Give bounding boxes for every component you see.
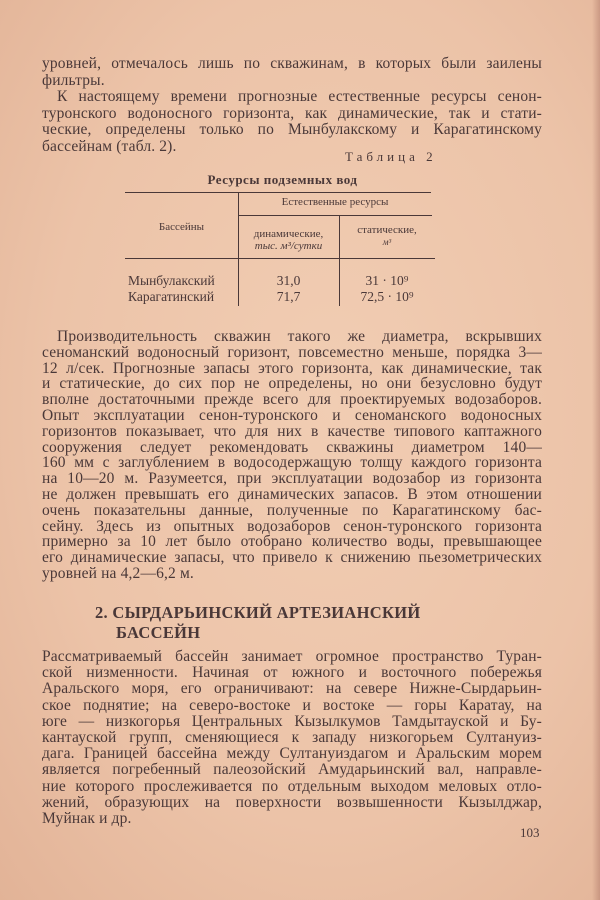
cell-dynamic: 71,7 [276,289,301,304]
header-static [339,224,435,248]
text-line: горизонтов показывает, что для них в качестве типового каптажного [42,422,542,440]
text-line: ское поднятие; на северо-востоке и востоке — горы Каратау, на [42,696,542,714]
text-line: его динамические запасы, что привело к снижению пьезометрических [42,549,542,567]
header-dynamic-unit: тыс. м³/сутки [254,240,323,252]
cell-basin: Мынбулакский [128,273,215,288]
text-line: вполне достаточными прежде всего для проектируемых водозаборов. [42,391,542,409]
table-title: Ресурсы подземных вод [207,172,358,187]
header-static-label: статические, [357,224,417,236]
text-line: является погребенный палеозойский Амударьинский вал, направле- [42,761,542,779]
text-line: ской низменности. Начиная от южного и восточного побережья [42,664,542,682]
header-natural-resources: Естественные ресурсы [281,196,389,208]
header-basins: Бассейны [158,221,205,233]
cell-static: 72,5 · 10⁹ [360,289,414,304]
text-line: бассейнам (табл. 2). [42,137,177,155]
text-line: сейну. Здесь из опытных водозаборов сенон-туронского горизонта [42,517,542,535]
table-header-bottom-rule [125,258,435,259]
header-dynamic-label: динамические, [253,228,324,240]
text-line: кантауской групп, сменяющиеся к западу низкогорьем Султануиз- [42,729,542,746]
text-line: дага. Границей бассейна между Султануиздагом и Аральским морем [42,745,542,763]
page-number: 103 [520,825,540,840]
text-line: ние которого прослеживается по отдельным выходом меловых отло- [42,777,542,795]
text-line: Опыт эксплуатации сенон-туронского и сеноманского водоносных [42,407,542,424]
page-edge-shadow [592,0,600,900]
section-heading-line1: 2. СЫРДАРЬИНСКИЙ АРТЕЗИАНСКИЙ [95,603,421,622]
text-line: сооружения следует рекомендовать скважины диаметром 140— [42,438,542,456]
text-line: ческие, определены только по Мынбулакскому и Карагатинскому [42,121,542,138]
text-line: не должен превышать его динамических запасов. В этом отношении [42,486,542,503]
text-line: сеноманский водоносный горизонт, повсеместно меньше, порядка 3— [42,343,542,361]
table-header-rule [238,215,432,216]
text-line: Производительность скважин такого же диаметра, вскрывших [57,328,542,345]
text-line: Муйнак и др. [42,810,132,827]
cell-basin: Карагатинский [128,289,215,304]
table-top-rule [125,192,431,193]
text-line: и статические, до сих пор не определены, но они безусловно будут [42,375,542,393]
header-dynamic [238,228,339,252]
table-caption: Таблица 2 [345,149,437,164]
section-heading-line2: БАССЕЙН [116,623,201,642]
text-line: уровней на 4,2—6,2 м. [42,565,194,582]
text-line: Рассматриваемый бассейн занимает огромное пространство Туран- [42,648,542,665]
text-line: очень показательны данные, полученные по Карагатинскому бас- [42,501,542,519]
text-line: жений, образующих на поверхности возвышенности Кызылджар, [42,793,542,811]
cell-dynamic: 31,0 [276,273,301,288]
text-line: 12 л/сек. Прогнозные запасы этого горизонта, как динамические, так [42,359,542,377]
text-line: К настоящему времени прогнозные естественные ресурсы сенон- [57,88,542,105]
text-line: туронского водоносного горизонта, как динамические, так и стати- [42,104,542,122]
text-line: 160 мм с заглублением в водосодержащую толщу каждого горизонта [42,454,542,472]
text-line: уровней, отмечалось лишь по скважинам, в которых были заилены [42,55,542,72]
header-static-unit: м³ [382,237,392,247]
text-line: примерно за 10 лет было отобрано количество воды, превышающее [42,533,542,551]
text-line: на 10—20 м. Разумеется, при эксплуатации водозабор из горизонта [42,470,542,488]
text-line: Аральского моря, его ограничивают: на севере Нижне-Сырдарьин- [42,680,542,698]
text-line: фильтры. [42,71,105,89]
text-line: юге — низкогорья Центральных Кызылкумов Тамдытауской и Бу- [42,712,542,730]
cell-static: 31 · 10⁹ [365,273,409,288]
